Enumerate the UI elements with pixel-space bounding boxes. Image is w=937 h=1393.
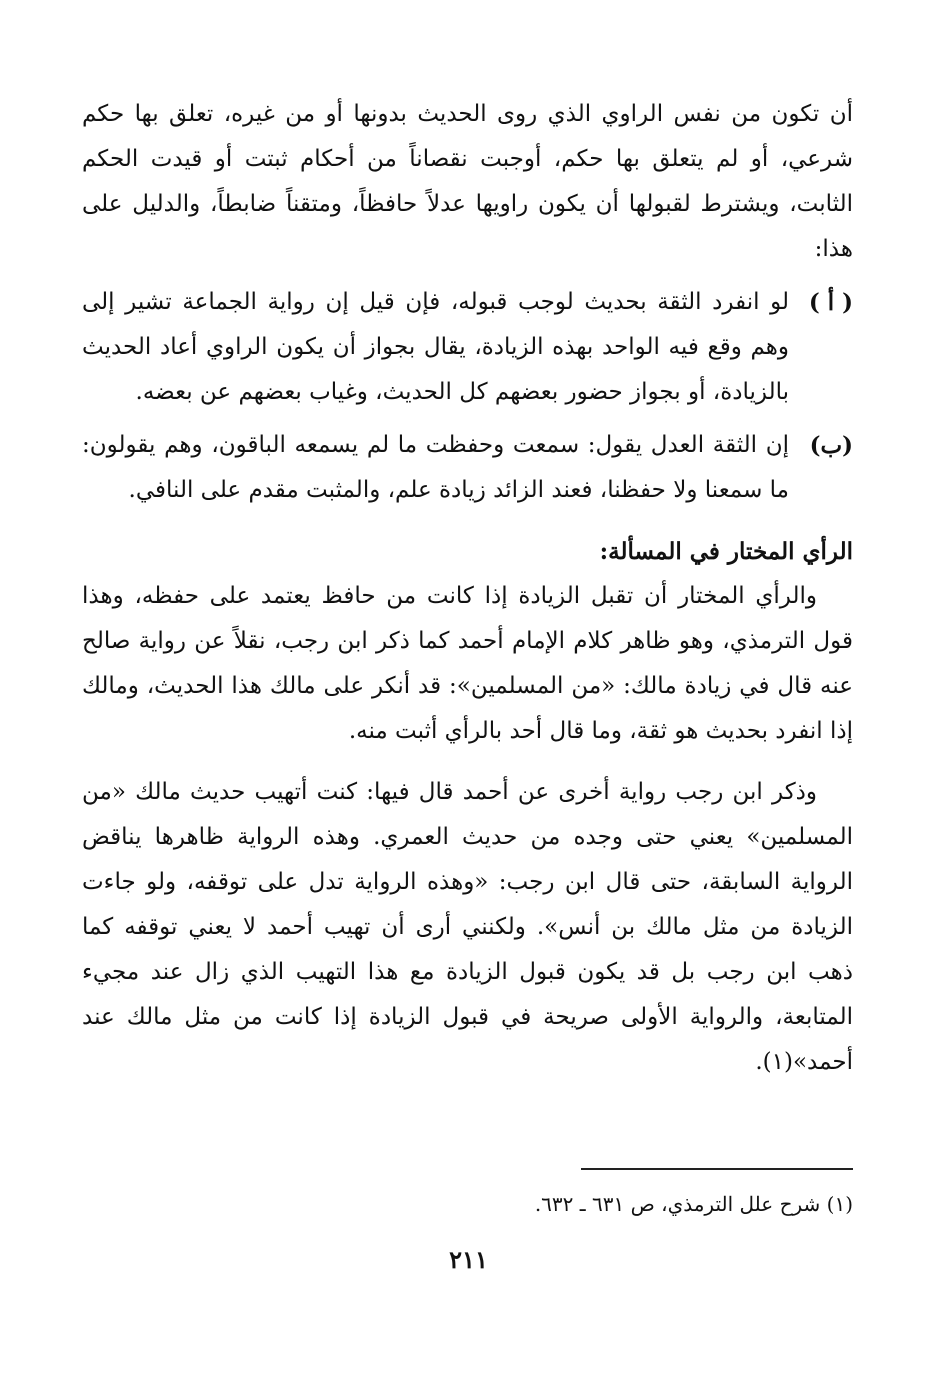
section-heading: الرأي المختار في المسألة: <box>599 538 853 565</box>
footnote-divider <box>581 1168 853 1170</box>
paragraph-1: أن تكون من نفس الراوي الذي روى الحديث بدونها أو من غيره، تعلق بها حكم شرعي، أو لم يتعلق بها حكم، أوجبت نقصاناً من أحكام ثبتت أو قيدت الحكم الثابت، ويشترط لقبولها أن يكون راويها عدلاً حافظاً، ومتقناً ضابطاً، والدليل على هذا: <box>82 101 853 262</box>
list-marker-b: (ب) <box>809 432 853 459</box>
spacer <box>82 513 853 529</box>
page-number: ٢١١ <box>449 1245 488 1274</box>
paragraph-3: وذكر ابن رجب رواية أخرى عن أحمد قال فيها: كنت أتهيب حديث مالك «من المسلمين» يعني حتى وجده من حديث العمري. وهذه الرواية ظاهرها يناقض الرواية السابقة، حتى قال ابن رجب: «وهذه الرواية تدل على توقفه، ولو جاءت الزيادة من مثل مالك بن أنس». ولكنني أرى أن تهيب أحمد لا يعني توقفه كما ذهب ابن رجب بل قد يكون قبول الزيادة مع هذا التهيب الذي زال عند مجيء المتابعة، والرواية الأولى صريحة في قبول الزيادة إذا كانت من مثل مالك عند أحمد»(١). <box>82 779 853 1075</box>
body-text <box>82 92 853 1085</box>
spacer <box>82 415 853 423</box>
list-item-a <box>82 280 853 415</box>
spacer <box>82 272 853 280</box>
list-marker-a: ( أ ) <box>808 289 853 316</box>
list-item-b <box>82 423 853 513</box>
list-text-a: لو انفرد الثقة بحديث لوجب قبوله، فإن قيل إن رواية الجماعة تشير إلى وهم وقع فيه الواحد بهذه الزيادة، يقال بجواز أن يكون الراوي أعاد الحديث بالزيادة، أو بجواز حضور بعضهم كل الحديث، وغياب بعضهم عن بعضه. <box>82 289 789 405</box>
list-text-b: إن الثقة العدل يقول: سمعت وحفظت ما لم يسمعه الباقون، وهم يقولون: ما سمعنا ولا حفظنا، فعند الزائد زيادة علم، والمثبت مقدم على النافي. <box>82 432 789 503</box>
footnote: (١) شرح علل الترمذي، ص ٦٣١ ـ ٦٣٢. <box>534 1192 853 1216</box>
paragraph-2: والرأي المختار أن تقبل الزيادة إذا كانت من حافظ يعتمد على حفظه، وهذا قول الترمذي، وهو ظاهر كلام الإمام أحمد كما ذكر ابن رجب، نقلاً عن رواية صالح عنه قال في زيادة مالك: «من المسلمين»: قد أنكر على مالك هذا الحديث، ومالك إذا انفرد بحديث هو ثقة، وما قال أحد بالرأي أثبت منه. <box>82 583 853 744</box>
spacer <box>82 754 853 770</box>
